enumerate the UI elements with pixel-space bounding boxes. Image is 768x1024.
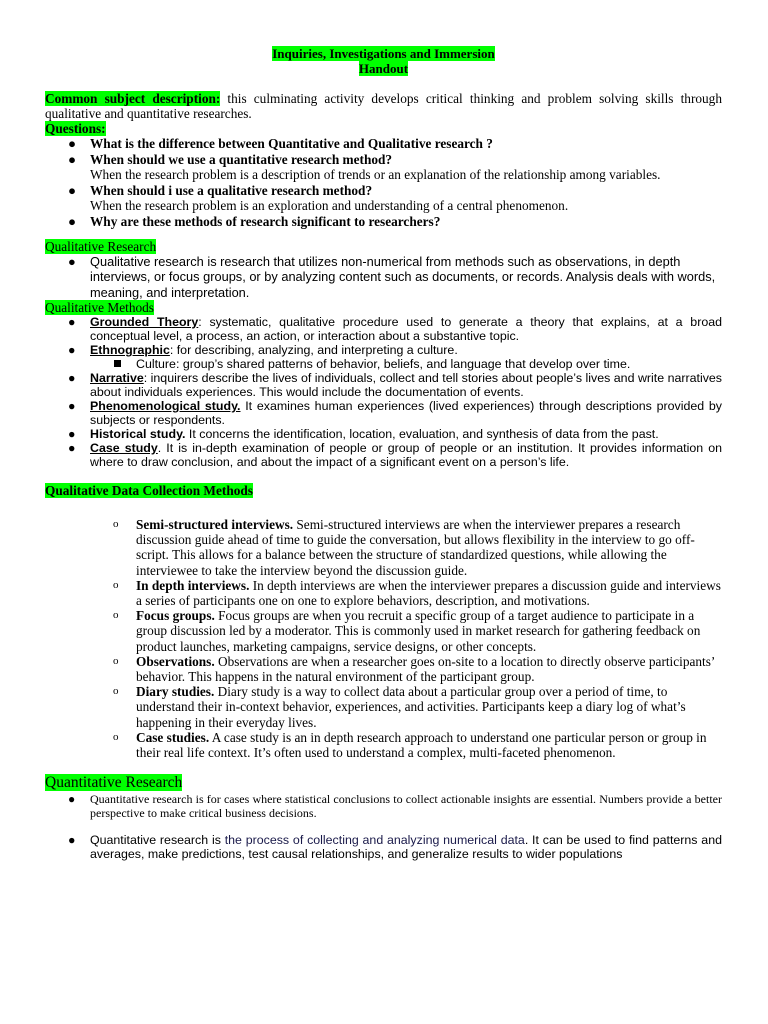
list-item: ● Ethnographic: for describing, analyzing, and interpreting a culture. (68, 342, 458, 357)
list-item: ● When should i use a qualitative research method? When the research problem is an exploration and understanding of a central phenomenon. (45, 183, 722, 214)
bullet-icon: ● (68, 833, 76, 848)
qualitative-research-heading: Qualitative Research (45, 239, 157, 254)
bullet-icon: ● (68, 182, 77, 198)
bullet-icon: ● (68, 213, 77, 229)
bullet-icon: ● (68, 370, 76, 385)
list-item: o Focus groups. Focus groups are when you recruit a specific group of a target audience to participate in a group discussion led by a moderator. This is commonly used in market research for gathering feedback on product launches, marketing campaigns, service designs, or other concepts. (113, 608, 701, 654)
circle-bullet-icon: o (113, 578, 119, 591)
bullet-icon: ● (68, 342, 76, 357)
subject-description-text: this culminating activity develops critical thinking and problem solving skills through qualitative and quantitative researches. (45, 91, 722, 121)
collection-methods-list (45, 517, 722, 760)
bullet-icon: ● (68, 792, 76, 807)
list-item: o Diary studies. Diary study is a way to collect data about a particular group over a period of time, to understand their in-context behavior, experiences, and activities. Participants keep a diary log of what’s happening in their everyday lives. (113, 684, 686, 730)
circle-bullet-icon: o (113, 685, 119, 698)
culture-subitem: Culture: group’s shared patterns of behavior, beliefs, and language that develop over time. (45, 357, 722, 371)
quantitative-research-heading: Quantitative Research (45, 774, 183, 792)
qualitative-methods-list (45, 315, 722, 357)
bullet-icon: ● (68, 398, 76, 413)
bullet-icon: ● (68, 136, 77, 151)
list-item: o Semi-structured interviews. Semi-structured interviews are when the interviewer prepares a research discussion guide ahead of time to guide the conversation, but allows flexibility in the interview to go off-script. This allows for a balance between the structure of standardized questions, while allowing the interviewee to take the interview beyond the discussion guide. (113, 516, 695, 578)
bullet-icon: ● (68, 254, 76, 269)
answer-text: When the research problem is an exploration and understanding of a central phenomenon. (90, 198, 569, 213)
quantitative-research-list (45, 792, 722, 861)
document-title (45, 46, 722, 76)
qualitative-methods-heading: Qualitative Methods (45, 299, 154, 315)
questions-list (45, 136, 722, 229)
list-item: ● Quantitative research is for cases where statistical conclusions to collect actionable insights are essential. Numbers provide a better perspective to make critical business decisions. (68, 792, 722, 821)
collection-methods-heading: Qualitative Data Collection Methods (45, 482, 253, 498)
list-item: ● Grounded Theory: systematic, qualitative procedure used to generate a theory that explains, at a broad conceptual level, a process, an action, or interaction about a substantive topic. (68, 314, 722, 343)
list-item: ● Narrative: inquirers describe the lives of individuals, collect and tell stories about people’s lives and write narratives about individuals experiences. This would include the documentation of events. (68, 370, 722, 399)
list-item: ● Phenomenological study. It examines human experiences (lived experiences) through descriptions provided by subjects or respondents. (68, 398, 722, 427)
list-item: ● What is the difference between Quantitative and Qualitative research ? (68, 136, 493, 151)
circle-bullet-icon: o (113, 654, 119, 667)
list-item: o In depth interviews. In depth interviews are when the interviewer prepares a discussion guide and interviews a series of participants one on one to explore behaviors, description, and motivations. (113, 577, 721, 608)
title-line-2: Handout (358, 61, 409, 76)
handout-page (45, 46, 722, 861)
subject-description (45, 91, 722, 121)
title-line-1: Inquiries, Investigations and Immersion (272, 46, 495, 61)
list-item: ● Why are these methods of research significant to researchers? (68, 213, 441, 229)
bullet-icon: ● (68, 151, 77, 167)
qualitative-research-list (45, 254, 722, 300)
questions-heading: Questions: (45, 121, 106, 136)
list-item: ● Quantitative research is the process of collecting and analyzing numerical data. It can be used to find patterns and averages, make predictions, test causal relationships, and generalize results to wider populations (68, 833, 722, 862)
square-bullet-icon (114, 360, 121, 367)
bullet-icon: ● (68, 440, 76, 455)
list-item: o Observations. Observations are when a researcher goes on-site to a location to directly observe participants’ behavior. This happens in the natural environment of the participant group. (113, 653, 715, 684)
list-item: ● Qualitative research is research that utilizes non-numerical from methods such as observations, in depth interviews, or focus groups, or by analyzing content such as documents, or records. Analysis deals with words, meaning, and interpretation. (68, 254, 716, 300)
list-item: ● Case study. It is in-depth examination of people or group of people or an institution. It provides information on where to draw conclusion, and about the impact of a significant event on a person’s life. (68, 440, 722, 469)
list-item: ● When should we use a quantitative research method? When the research problem is a description of trends or an explanation of the relationship among variables. (45, 152, 722, 183)
circle-bullet-icon: o (113, 517, 119, 530)
answer-text: When the research problem is a description of trends or an explanation of the relationship among variables. (90, 167, 661, 182)
circle-bullet-icon: o (113, 730, 119, 743)
bullet-icon: ● (68, 426, 76, 441)
subject-description-label: Common subject description: (45, 91, 221, 106)
circle-bullet-icon: o (113, 609, 119, 622)
bullet-icon: ● (68, 314, 76, 329)
list-item: ● Historical study. It concerns the identification, location, evaluation, and synthesis of data from the past. (68, 426, 659, 441)
list-item: o Case studies. A case study is an in depth research approach to understand one particular person or group in their real life context. It’s often used to understand a complex, multi-faceted phenomenon. (113, 729, 707, 760)
